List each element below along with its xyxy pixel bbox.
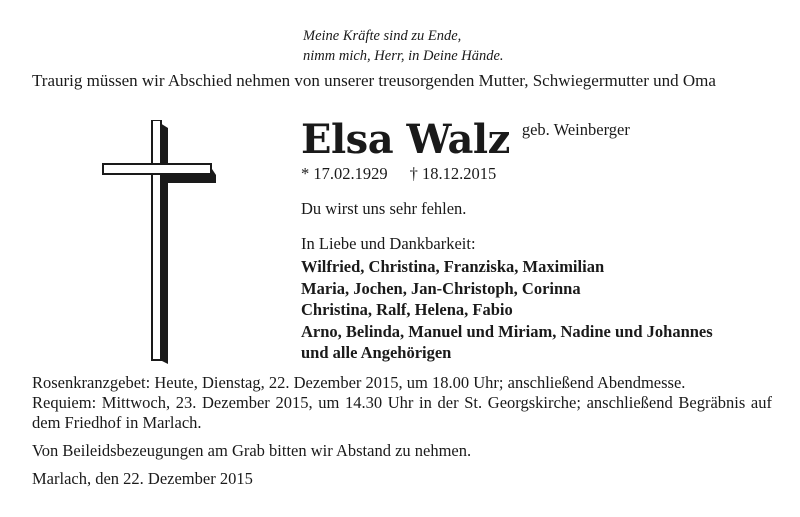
mourners-line: Christina, Ralf, Helena, Fabio [301,300,513,319]
motto-line-2: nimm mich, Herr, in Deine Hände. [303,48,504,64]
birth-date: * 17.02.1929 [301,164,388,183]
rosary-info: Rosenkranzgebet: Heute, Dienstag, 22. Dezember 2015, um 18.00 Uhr; anschließend Abendmesse. [32,373,686,392]
mourners-line: Maria, Jochen, Jan-Christoph, Corinna [301,278,581,298]
mourners-line: Arno, Belinda, Manuel und Miriam, Nadine und Johannes [301,321,713,341]
death-date: † 18.12.2015 [409,164,497,183]
intro-text: Traurig müssen wir Abschied nehmen von unserer treusorgenden Mutter, Schwiegermutter und Oma [32,71,716,90]
service-details [32,373,772,433]
motto-line-1: Meine Kräfte sind zu Ende, [303,28,462,44]
place-date: Marlach, den 22. Dezember 2015 [32,469,253,488]
deceased-name: Elsa Walz [301,116,510,163]
life-dates [301,164,496,184]
deceased-heading [301,116,630,163]
cross-icon [100,120,220,370]
mourners-intro: In Liebe und Dankbarkeit: [301,234,476,253]
farewell-line: Du wirst uns sehr fehlen. [301,199,467,218]
motto-verse [303,26,504,66]
mourners-list [301,256,713,364]
mourners-line: Wilfried, Christina, Franziska, Maximilian [301,257,605,276]
mourners-line: und alle Angehörigen [301,343,452,362]
requiem-info: Requiem: Mittwoch, 23. Dezember 2015, um 14.30 Uhr in der St. Georgskirche; anschließend Begräbnis auf dem Friedhof in Marlach. [32,393,772,432]
maiden-name: geb. Weinberger [521,120,630,139]
condolences-note: Von Beileidsbezeugungen am Grab bitten wir Abstand zu nehmen. [32,441,472,460]
